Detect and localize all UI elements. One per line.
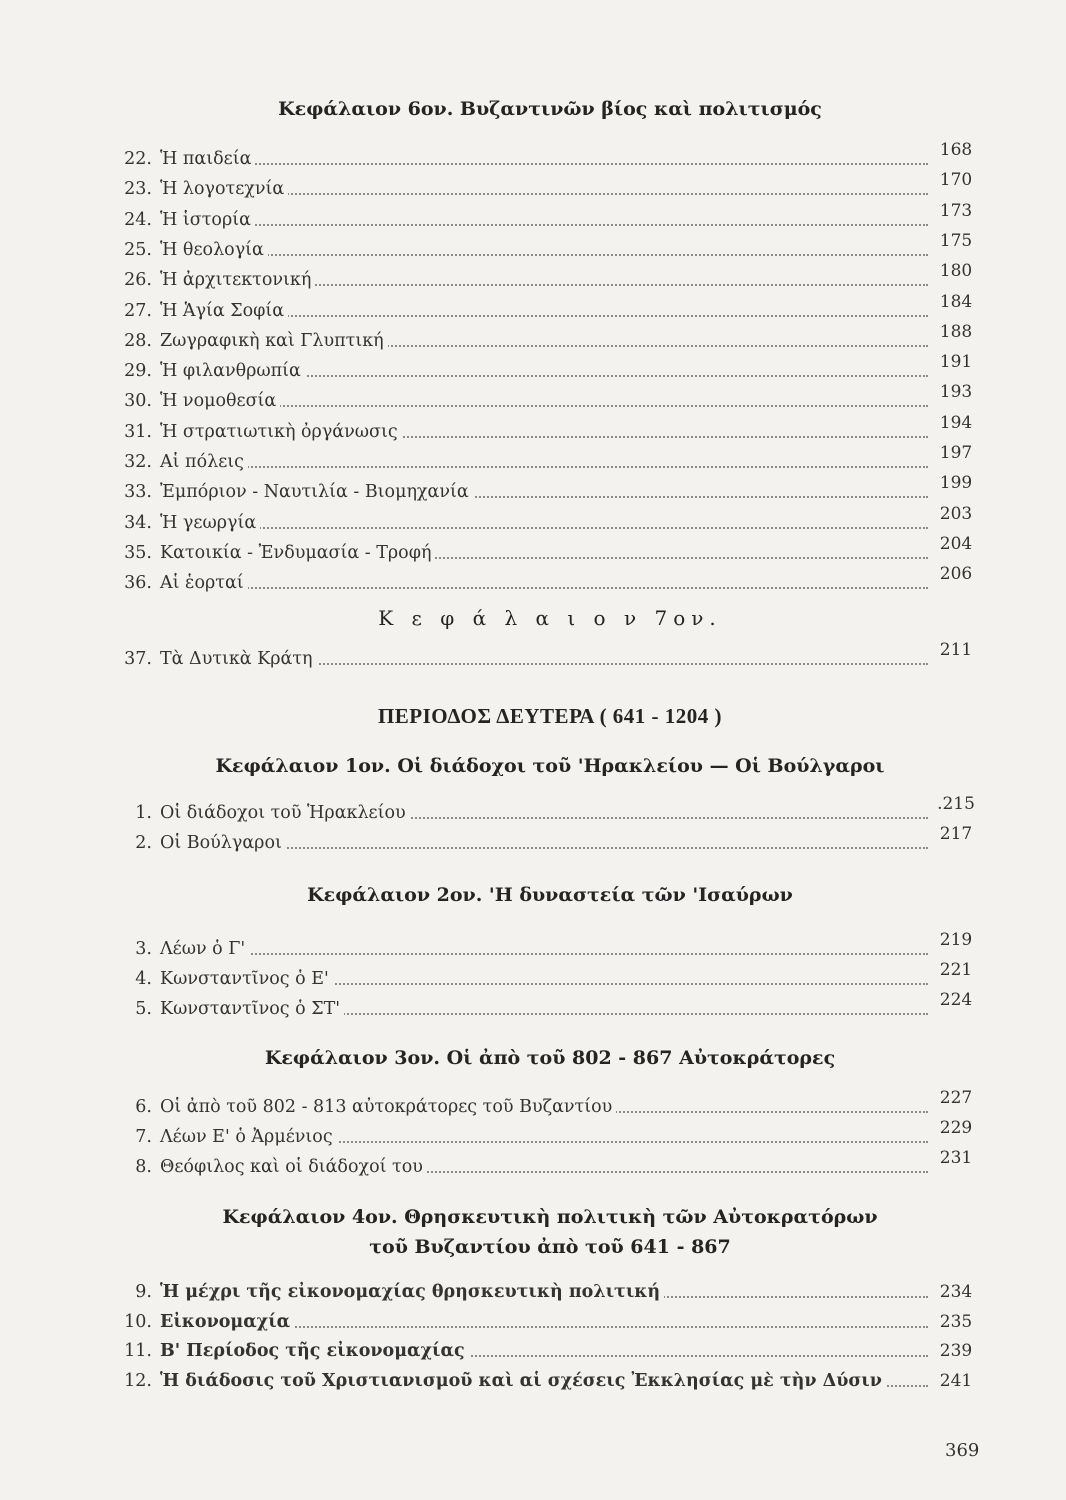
entry-title: Β' Περίοδος τῆς εἰκονομαχίας — [160, 1336, 469, 1366]
entry-page-number: 199 — [939, 473, 973, 494]
entry-page-number: 197 — [939, 443, 973, 463]
entry-number: 34. — [124, 512, 152, 533]
entry-title: Ἡ παιδεία — [160, 144, 255, 174]
entry-number: 3. — [135, 939, 152, 959]
entry-title: Ἐμπόριον - Ναυτιλία - Βιομηχανία — [160, 477, 473, 507]
toc-entry — [112, 230, 980, 265]
dot-leader — [160, 163, 928, 165]
entry-title: Κωνσταντῖνος ὁ ΣΤ' — [160, 994, 344, 1024]
entry-number: 25. — [124, 239, 152, 260]
entry-number: 4. — [135, 969, 152, 989]
entry-number: 30. — [124, 391, 152, 412]
toc-entry — [112, 564, 980, 598]
p2-chapter-3-heading: Κεφάλαιον 3ον. Οἱ ἀπὸ τοῦ 802 - 867 Αὐτοκράτορες — [264, 1047, 836, 1069]
entry-title: Λέων Ε' ὁ Ἀρμένιος — [160, 1122, 337, 1152]
entry-title: Οἱ ἀπὸ τοῦ 802 - 813 αὐτοκράτορες τοῦ Βυζαντίου — [160, 1092, 616, 1122]
toc-entry — [112, 1277, 980, 1307]
entry-title: Λέων ὁ Γ' — [160, 934, 249, 964]
entry-page-number: 231 — [939, 1148, 973, 1168]
p2-chapter-4-heading-line2: τοῦ Βυζαντίου ἀπὸ τοῦ 641 - 867 — [369, 1236, 731, 1258]
dot-leader — [160, 254, 928, 256]
toc-entry — [112, 990, 980, 1024]
entry-title: Ἡ στρατιωτικὴ ὀργάνωσις — [160, 417, 402, 447]
toc-entry — [112, 1307, 980, 1337]
entry-number: 32. — [124, 452, 152, 472]
entry-page-number: 173 — [939, 200, 973, 221]
entry-page-number: 219 — [939, 930, 973, 950]
period-heading: ΠΕΡΙΟΔΟΣ ΔΕΥΤΕΡΑ ( 641 - 1204 ) — [377, 704, 723, 728]
toc-entry — [112, 382, 980, 416]
entry-title: Τὰ Δυτικὰ Κράτη — [160, 644, 317, 674]
page-number: 369 — [945, 1440, 980, 1461]
entry-number: 22. — [124, 149, 152, 169]
entry-number: 23. — [124, 179, 152, 200]
toc-entry — [112, 503, 980, 538]
toc-entry — [112, 794, 980, 828]
entry-number: 26. — [124, 270, 152, 291]
entry-title: Ἡ Ἁγία Σοφία — [160, 296, 288, 326]
entry-number: 29. — [124, 361, 152, 382]
entry-title: Οἱ διάδοχοι τοῦ Ἡρακλείου — [160, 798, 410, 828]
entry-number: 12. — [124, 1370, 152, 1391]
entry-page-number: 227 — [939, 1088, 973, 1108]
entry-page-number: 229 — [939, 1118, 973, 1138]
entry-page-number: 170 — [939, 170, 973, 191]
toc-entry — [112, 291, 980, 326]
toc-entry — [112, 1088, 980, 1122]
entry-title: Ἡ γεωργία — [160, 508, 260, 538]
toc-entry — [112, 930, 980, 964]
entry-number: 7. — [135, 1127, 152, 1147]
entry-number: 6. — [135, 1097, 152, 1117]
entry-title: Ἡ θεολογία — [160, 235, 268, 265]
entry-page-number: .215 — [937, 794, 975, 814]
p2-chapter-2-heading: Κεφάλαιον 2ον. 'Η δυναστεία τῶν 'Ισαύρων — [307, 884, 793, 906]
entry-title: Ἡ διάδοσις τοῦ Χριστιανισμοῦ καὶ αἱ σχέσεις Ἐκκλησίας μὲ τὴν Δύσιν — [160, 1366, 886, 1396]
entry-page-number: 203 — [939, 503, 973, 524]
toc-entry — [112, 960, 980, 994]
entry-number: 2. — [135, 833, 152, 853]
chapter-7-heading: Κ ε φ ά λ α ι ο ν 7ον. — [378, 606, 722, 630]
entry-number: 36. — [124, 573, 152, 594]
entry-title: Αἱ ἑορταί — [160, 568, 248, 598]
entry-page-number: 204 — [939, 533, 973, 554]
dot-leader — [160, 527, 928, 529]
entry-page-number: 239 — [939, 1341, 973, 1361]
toc-entry — [112, 1336, 980, 1366]
entry-page-number: 168 — [939, 140, 973, 160]
entry-title: Ἡ ἱστορία — [160, 205, 255, 235]
entry-title: Εἰκονομαχία — [160, 1307, 294, 1337]
entry-number: 5. — [135, 999, 152, 1019]
entry-page-number: 206 — [939, 564, 973, 585]
toc-entry — [112, 140, 980, 174]
toc-entry — [112, 1148, 980, 1182]
entry-page-number: 180 — [939, 261, 973, 282]
toc-entry — [112, 443, 980, 477]
toc-entry — [112, 412, 980, 447]
entry-number: 31. — [124, 421, 152, 442]
entry-number: 24. — [124, 209, 152, 230]
toc-entry — [112, 533, 980, 568]
entry-page-number: 221 — [939, 960, 973, 980]
toc-entry — [112, 261, 980, 295]
entry-page-number: 193 — [939, 382, 973, 403]
entry-page-number: 184 — [939, 291, 973, 312]
entry-number: 9. — [135, 1282, 152, 1302]
entry-page-number: 241 — [939, 1370, 973, 1391]
entry-title: Ἡ λογοτεχνία — [160, 174, 288, 204]
entry-page-number: 211 — [939, 640, 973, 660]
toc-entry — [112, 1366, 980, 1396]
entry-title: Οἱ Βούλγαροι — [160, 828, 286, 858]
entry-title: Ἡ ἀρχιτεκτονική — [160, 265, 315, 295]
entry-number: 27. — [124, 300, 152, 321]
entry-number: 28. — [124, 330, 152, 351]
entry-page-number: 191 — [939, 352, 973, 373]
entry-page-number: 217 — [939, 824, 973, 844]
dot-leader — [160, 224, 928, 226]
toc-entry — [112, 824, 980, 858]
p2-chapter-1-heading: Κεφάλαιον 1ον. Οἱ διάδοχοι τοῦ 'Ηρακλείου — Οἱ Βούλγαροι — [215, 755, 885, 777]
chapter-6-heading: Κεφάλαιον 6ον. Βυζαντινῶν βίος καὶ πολιτισμός — [278, 98, 822, 120]
entry-page-number: 188 — [939, 321, 973, 342]
entry-title: Ζωγραφικὴ καὶ Γλυπτική — [160, 326, 388, 356]
toc-entry — [112, 1118, 980, 1152]
entry-title: Ἡ φιλανθρωπία — [160, 356, 305, 386]
entry-number: 10. — [124, 1311, 152, 1332]
toc-entry — [112, 473, 980, 507]
entry-number: 1. — [135, 803, 152, 823]
entry-number: 35. — [124, 542, 152, 563]
p2-chapter-4-heading-line1: Κεφάλαιον 4ον. Θρησκευτικὴ πολιτικὴ τῶν Αὐτοκρατόρων — [222, 1206, 878, 1228]
entry-title: Θεόφιλος καὶ οἱ διάδοχοί του — [160, 1152, 427, 1182]
toc-entry — [112, 352, 980, 386]
toc-entry — [112, 200, 980, 235]
entry-title: Αἱ πόλεις — [160, 447, 248, 477]
entry-title: Κωνσταντῖνος ὁ Ε' — [160, 964, 333, 994]
entry-number: 37. — [124, 649, 152, 669]
toc-entry — [112, 170, 980, 204]
entry-page-number: 235 — [939, 1311, 973, 1332]
entry-page-number: 175 — [939, 230, 973, 251]
entry-title: Κατοικία - Ἐνδυμασία - Τροφή — [160, 538, 435, 568]
entry-number: 8. — [135, 1157, 152, 1177]
dot-leader — [160, 587, 928, 589]
entry-title: Ἡ μέχρι τῆς εἰκονομαχίας θρησκευτικὴ πολιτική — [160, 1277, 664, 1307]
dot-leader — [160, 466, 928, 468]
toc-entry — [112, 321, 980, 356]
toc-entry — [112, 640, 980, 674]
entry-number: 11. — [124, 1341, 152, 1361]
entry-page-number: 234 — [939, 1282, 973, 1302]
dot-leader — [160, 953, 928, 955]
entry-number: 33. — [124, 482, 152, 503]
entry-page-number: 224 — [939, 990, 973, 1010]
entry-page-number: 194 — [939, 412, 973, 433]
entry-title: Ἡ νομοθεσία — [160, 386, 280, 416]
